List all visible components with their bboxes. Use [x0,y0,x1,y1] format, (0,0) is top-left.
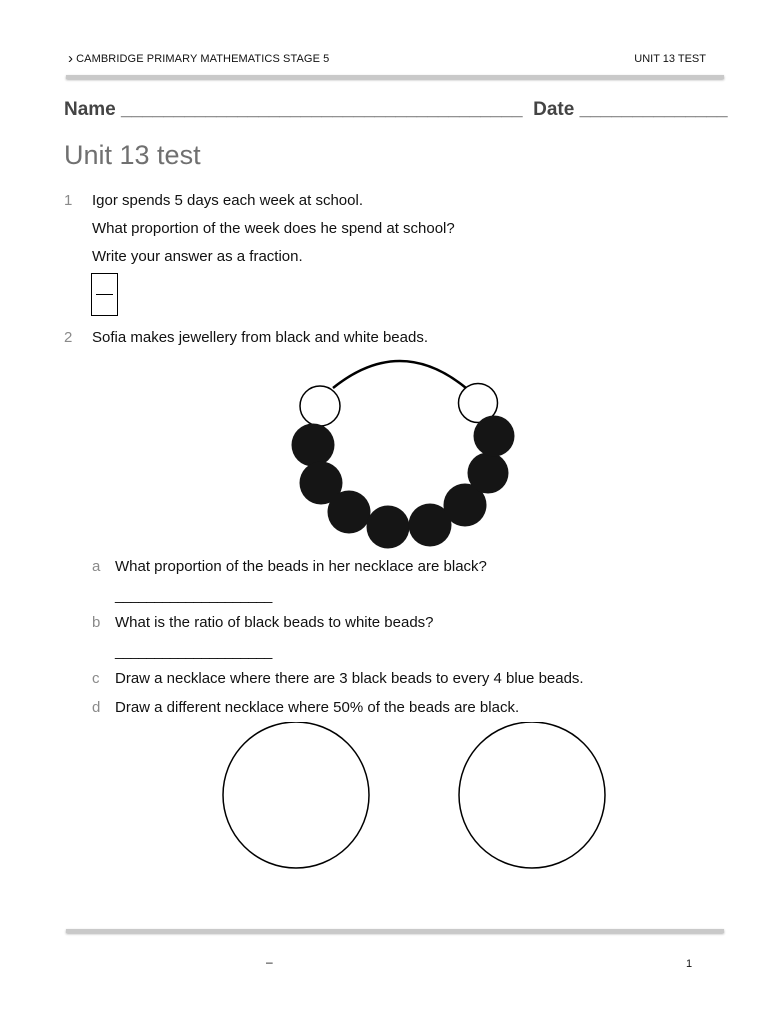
necklace-string [333,361,466,388]
question-1-line-2: What proportion of the week does he spend at school? [92,220,455,237]
necklace-figure [280,350,520,555]
black-bead [367,506,410,549]
part-c-label: c [92,670,100,687]
series-title: CAMBRIDGE PRIMARY MATHEMATICS STAGE 5 [76,52,330,65]
drawing-circle-c[interactable] [223,722,369,868]
part-a-question: What proportion of the beads in her necklace are black? [115,558,487,575]
part-b-question: What is the ratio of black beads to white beads? [115,614,434,631]
name-date-line: Name ______________________________________ Date ______________ [64,99,728,120]
question-2-intro: Sofia makes jewellery from black and white beads. [92,329,428,346]
part-d-question: Draw a different necklace where 50% of the beads are black. [115,699,520,716]
page-title: Unit 13 test [64,140,201,170]
question-1-line-3: Write your answer as a fraction. [92,248,303,265]
question-1-line-1: Igor spends 5 days each week at school. [92,192,363,209]
question-1-number: 1 [64,192,73,209]
part-a-label: a [92,558,101,575]
footer-dash: – [266,955,273,969]
white-bead [300,386,340,426]
drawing-circles [215,722,615,872]
black-bead [468,453,509,494]
part-d-label: d [92,699,101,716]
running-header-right: UNIT 13 TEST [634,53,706,65]
running-header-left [68,51,329,66]
part-a-answer-line[interactable]: ____________________ [115,587,272,604]
black-bead [292,424,335,467]
question-2-number: 2 [64,329,73,346]
fraction-answer-box[interactable] [91,273,118,316]
part-b-label: b [92,614,101,631]
footer-rule [66,929,724,933]
part-b-answer-line[interactable]: ____________________ [115,643,272,660]
drawing-circle-d[interactable] [459,722,605,868]
chevron-right-icon: › [68,50,74,67]
part-c-question: Draw a necklace where there are 3 black beads to every 4 blue beads. [115,670,584,687]
black-bead [474,416,515,457]
black-bead [328,491,371,534]
header-rule [66,75,724,79]
page-number: 1 [686,958,693,970]
